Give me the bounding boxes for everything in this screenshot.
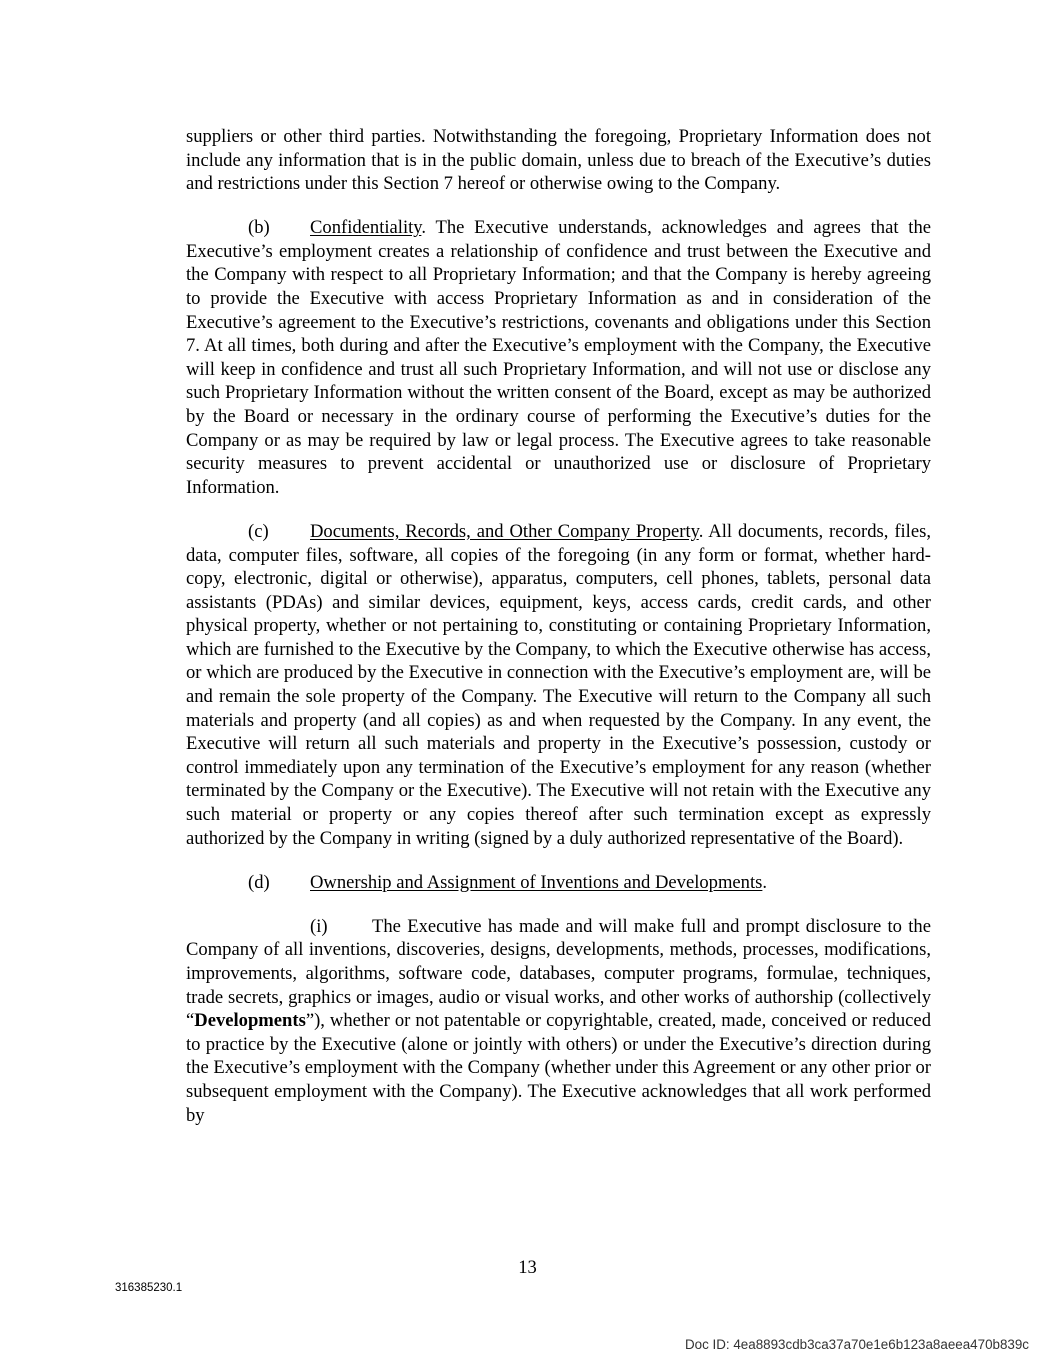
paragraph-c-body: . All documents, records, files, data, computer files, software, all copies of the foregoing (in any form or format, whether hard-copy, electronic, digital or otherwise), apparatus, computers, cell phones, tablets, personal data assistants (PDAs) and similar devices, equipment, keys, access cards, credit cards, and other physical property, whether or not pertaining to, constituting or containing Proprietary Information, which are furnished to the Executive by the Company, to which the Executive otherwise has access, or which are produced by the Executive in connection with the Executive’s employment are, will be and remain the sole property of the Company. The Executive will return to the Company all such materials and property (and all copies) as and when requested by the Company. In any event, the Executive will return all such materials and property in the Executive’s possession, custody or control immediately upon any termination of the Executive’s employment for any reason (whether terminated by the Company or the Executive). The Executive will not retain with the Executive any such material or property or any copies thereof after such termination except as expressly authorized by the Company in writing (signed by a duly authorized representative of the Board). bbox=[186, 520, 931, 849]
paragraph-b-confidentiality bbox=[186, 216, 931, 499]
paragraph-d-label: (d) bbox=[248, 871, 270, 893]
paragraph-d-i-disclosure bbox=[186, 915, 931, 1127]
paragraph-d-ownership-heading bbox=[186, 871, 931, 895]
paragraph-c-documents-records bbox=[186, 520, 931, 850]
page-number: 13 bbox=[518, 1257, 537, 1278]
paragraph-b-label: (b) bbox=[248, 217, 270, 239]
paragraph-b-heading: Confidentiality bbox=[310, 217, 422, 239]
doc-id-stamp: Doc ID: 4ea8893cdb3ca37a70e1e6b123a8aeea470b839c bbox=[685, 1337, 1029, 1352]
paragraph-b-body: . The Executive understands, acknowledges and agrees that the Executive’s employment creates a relationship of confidence and trust between the Executive and the Company with respect to all Proprietary Information; and that the Company is hereby agreeing to provide the Executive with access Proprietary Information as and in consideration of the Executive’s agreement to the Executive’s restrictions, covenants and obligations under this Section 7. At all times, both during and after the Executive’s employment with the Company, the Executive will keep in confidence and trust all such Proprietary Information, and will not use or disclose any such Proprietary Information without the written consent of the Board, except as may be authorized by the Board or necessary in the ordinary course of performing the Executive’s duties for the Company or as may be required by law or legal process. The Executive agrees to take reasonable security measures to prevent accidental or unauthorized use or disclosure of Proprietary Information. bbox=[186, 217, 931, 498]
paragraph-c-label: (c) bbox=[248, 520, 269, 542]
paragraph-d-heading: Ownership and Assignment of Inventions and Developments bbox=[310, 871, 763, 893]
paragraph-c-heading: Documents, Records, and Other Company Property bbox=[310, 520, 699, 542]
paragraph-d-tail: . bbox=[762, 871, 768, 893]
paragraph-d-i-body-after: ”), whether or not patentable or copyrightable, created, made, conceived or reduced to practice by the Executive (alone or jointly with others) or under the Executive’s direction during the Executive’s employment with the Company (whether under this Agreement or any other prior or subsequent employment with the Company). The Executive acknowledges that all work performed by bbox=[186, 1010, 931, 1126]
paragraph-a-continuation-text: suppliers or other third parties. Notwithstanding the foregoing, Proprietary Information does not include any information that is in the public domain, unless due to breach of the Executive’s duties and restrictions under this Section 7 hereof or otherwise owing to the Company. bbox=[186, 126, 931, 195]
document-number: 316385230.1 bbox=[115, 1282, 183, 1294]
page-body bbox=[186, 125, 931, 1127]
defined-term-developments: Developments bbox=[194, 1010, 306, 1032]
paragraph-d-i-body-before: The Executive has made and will make full and prompt disclosure to the Company of all inventions, discoveries, designs, developments, methods, processes, modifications, improvements, algorithms, software code, databases, computer programs, formulae, techniques, trade secrets, graphics or images, audio or visual works, and other works of authorship (collectively “ bbox=[186, 915, 931, 1032]
paragraph-a-continuation bbox=[186, 125, 931, 196]
paragraph-d-i-label: (i) bbox=[310, 915, 328, 937]
